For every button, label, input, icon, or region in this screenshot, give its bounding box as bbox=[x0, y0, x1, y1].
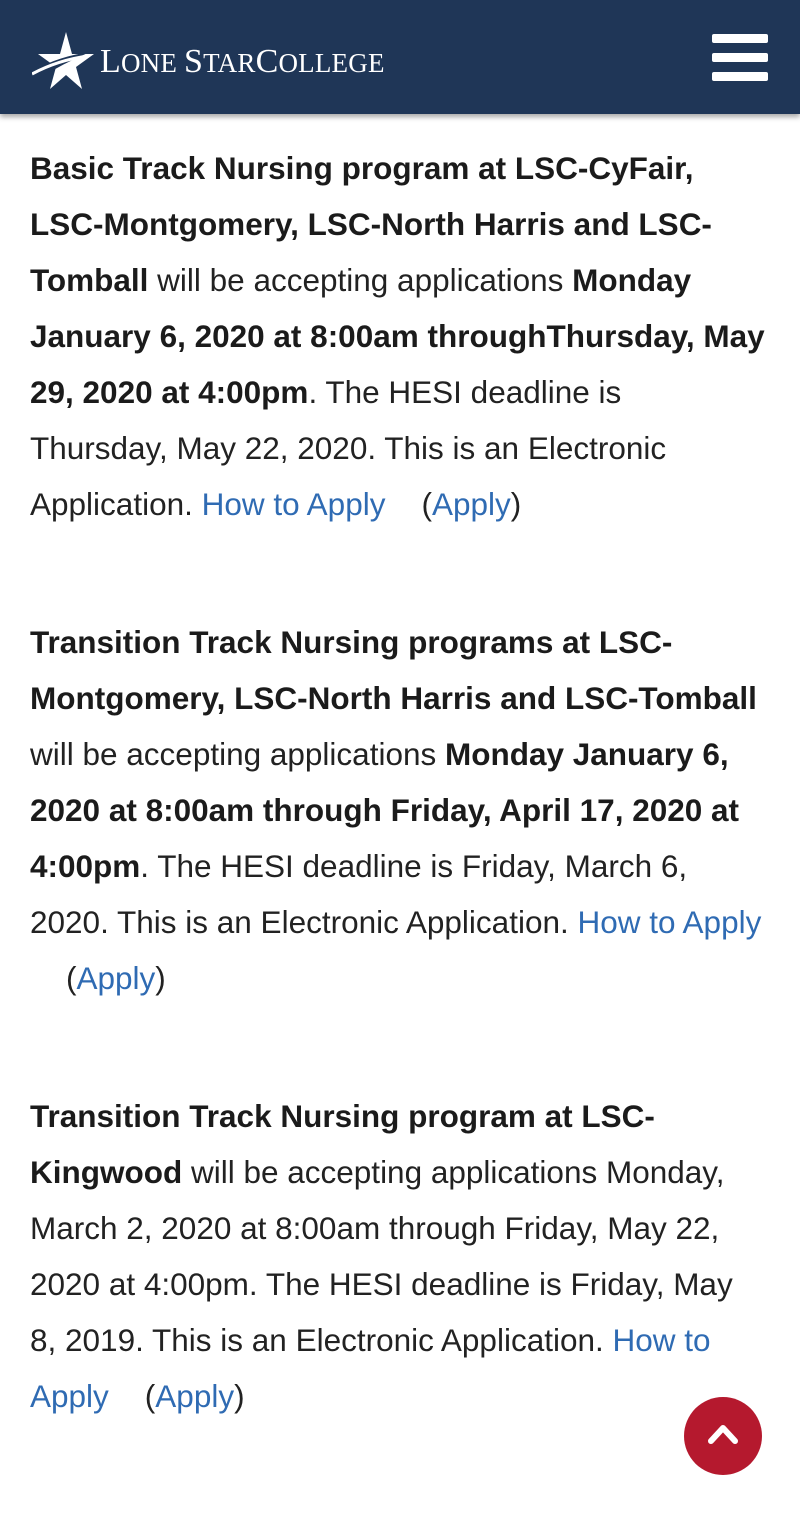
section-text: . The HESI deadline is Friday, March 6, 2020. This is an Electronic Application. bbox=[30, 848, 688, 940]
apply-link[interactable]: Apply bbox=[431, 486, 511, 522]
how-to-apply-link[interactable]: How to Apply bbox=[201, 486, 386, 522]
logo-wordmark: LONE STARCOLLEGE bbox=[100, 43, 385, 80]
lone-star-college-logo[interactable] bbox=[32, 30, 385, 94]
apply-link[interactable]: Apply bbox=[76, 960, 156, 996]
section-dates: Monday January 6, 2020 at 8:00am through Friday, April 17, 2020 at 4:00pm bbox=[30, 736, 740, 884]
section-heading: Transition Track Nursing program at LSC-Kingwood bbox=[30, 1098, 655, 1190]
main-content bbox=[30, 140, 766, 1424]
section-text: . The HESI deadline is Thursday, May 22, 2020. This is an Electronic Application. bbox=[30, 374, 667, 522]
star-logo-icon bbox=[32, 30, 96, 94]
section-heading: Transition Track Nursing programs at LSC-Montgomery, LSC-North Harris and LSC-Tomball bbox=[30, 624, 757, 716]
chevron-up-icon bbox=[708, 1423, 738, 1445]
section-transition-track: Transition Track Nursing programs at LSC-Montgomery, LSC-North Harris and LSC-Tomball will be accepting applications Monday January 6, 2020 at 8:00am through Friday, April 17, 2020 at 4:00pm. The HESI deadline is Friday, March 6, 2020. This is an Electronic Application. How to Apply(Apply) bbox=[30, 624, 762, 996]
section-dates: Monday January 6, 2020 at 8:00am throughThursday, May 29, 2020 at 4:00pm bbox=[30, 262, 765, 410]
section-heading: Basic Track Nursing program at LSC-CyFair, LSC-Montgomery, LSC-North Harris and LSC-Tomball bbox=[30, 150, 712, 298]
hamburger-menu-icon[interactable] bbox=[712, 34, 768, 82]
scroll-to-top-button[interactable] bbox=[684, 1397, 762, 1475]
section-text: will be accepting applications bbox=[30, 736, 445, 772]
section-kingwood-track: Transition Track Nursing program at LSC-Kingwood will be accepting applications Monday, March 2, 2020 at 8:00am through Friday, May 22, 2020 at 4:00pm. The HESI deadline is Friday, May 8, 2019. This is an Electronic Application. How to Apply (Apply) bbox=[30, 1098, 733, 1414]
section-basic-track: Basic Track Nursing program at LSC-CyFair, LSC-Montgomery, LSC-North Harris and LSC-Tomball will be accepting applications Monday January 6, 2020 at 8:00am throughThursday, May 29, 2020 at 4:00pm. The HESI deadline is Thursday, May 22, 2020. This is an Electronic Application. How to Apply (Apply) bbox=[30, 150, 765, 522]
site-header bbox=[0, 0, 800, 114]
section-text: will be accepting applications bbox=[148, 262, 573, 298]
section-text: will be accepting applications Monday, March 2, 2020 at 8:00am through Friday, May 22, 2020 at 4:00pm. The HESI deadline is Friday, May 8, 2019. This is an Electronic Application. bbox=[30, 1154, 733, 1358]
how-to-apply-link[interactable]: How to Apply bbox=[577, 904, 762, 940]
apply-link[interactable]: Apply bbox=[155, 1378, 235, 1414]
how-to-apply-link[interactable]: How to Apply bbox=[30, 1322, 711, 1414]
